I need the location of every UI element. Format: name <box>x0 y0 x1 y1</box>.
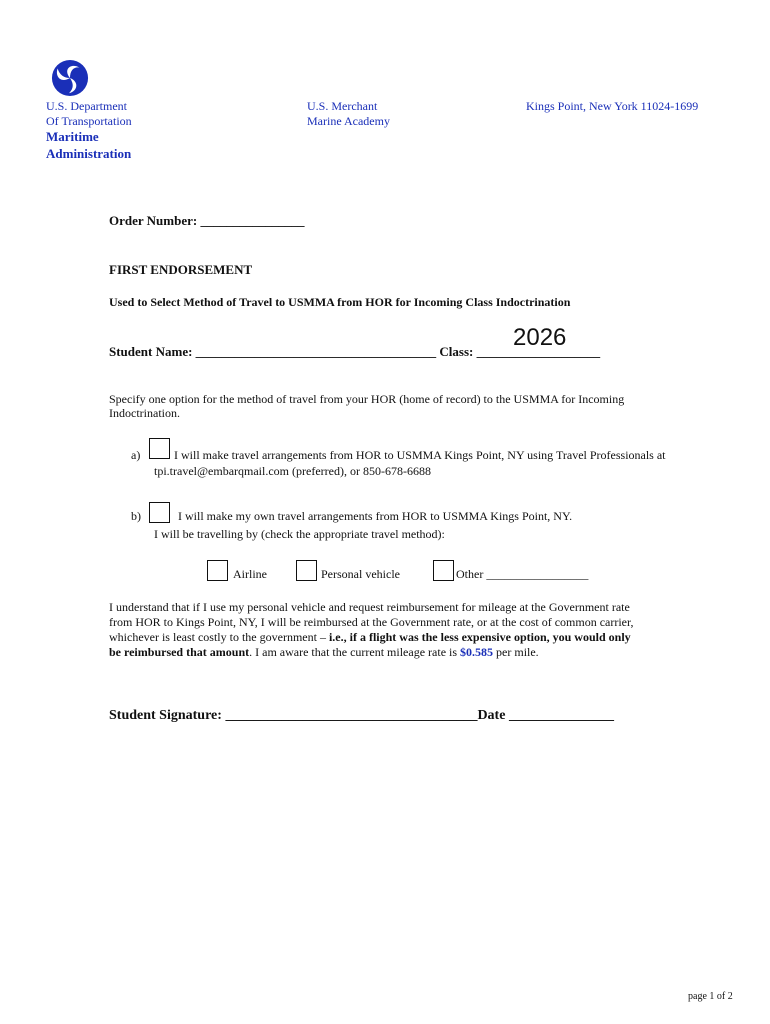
signature-field[interactable]: ____________________________________ <box>225 708 478 723</box>
mileage-rate: $0.585 <box>460 645 494 659</box>
dept-line2: Of Transportation <box>46 114 132 128</box>
page-number: page 1 of 2 <box>688 991 733 1002</box>
form-subtitle: Used to Select Method of Travel to USMMA from HOR for Incoming Class Indoctrination <box>109 295 571 309</box>
airline-checkbox[interactable] <box>207 560 228 581</box>
option-b-checkbox[interactable] <box>149 502 170 523</box>
dept-line1: U.S. Department <box>46 99 127 113</box>
other-checkbox[interactable] <box>433 560 454 581</box>
understand-line4-normal: . I am aware that the current mileage rate is <box>249 645 461 659</box>
other-label[interactable]: Other _________________ <box>456 567 589 581</box>
signature-row <box>109 707 614 725</box>
option-a-letter: a) <box>131 448 141 462</box>
academy-line2: Marine Academy <box>307 114 390 128</box>
understand-line3-bold: i.e., if a flight was the less expensive option, you would only <box>328 630 631 644</box>
understand-line1: I understand that if I use my personal vehicle and request reimbursement for mileage at the Government rate <box>109 600 630 614</box>
class-label: Class: <box>439 344 474 359</box>
admin-line2: Administration <box>46 146 132 161</box>
order-number-field[interactable]: ________________ <box>200 213 305 228</box>
student-name-label: Student Name: <box>109 344 193 359</box>
option-a-line2: tpi.travel@embarqmail.com (preferred), or 850-678-6688 <box>154 464 431 478</box>
dot-logo-icon <box>51 59 89 97</box>
personal-vehicle-checkbox[interactable] <box>296 560 317 581</box>
class-value[interactable]: 2026 <box>513 324 567 351</box>
understand-line2: from HOR to Kings Point, NY, I will be reimbursed at the Government rate, or at the cost of common carrier, <box>109 615 634 629</box>
option-a-checkbox[interactable] <box>149 438 170 459</box>
date-label: Date <box>477 708 506 723</box>
understand-line4-end: per mile. <box>493 645 539 659</box>
option-b-letter: b) <box>131 509 141 523</box>
order-number-label <box>109 213 304 229</box>
endorsement-title: FIRST ENDORSEMENT <box>109 262 253 277</box>
signature-label: Student Signature: <box>109 708 222 723</box>
class-field[interactable]: ___________________ <box>476 344 601 359</box>
student-name-field[interactable]: _____________________________________ <box>195 344 437 359</box>
academy-address: Kings Point, New York 11024-1699 <box>526 99 699 113</box>
date-field[interactable]: _______________ <box>508 708 614 723</box>
instructions-line1: Specify one option for the method of travel from your HOR (home of record) to the USMMA for Incoming <box>109 392 625 406</box>
personal-vehicle-label: Personal vehicle <box>321 567 400 581</box>
option-b-line2: I will be travelling by (check the appropriate travel method): <box>154 527 445 541</box>
understand-line3-normal: whichever is least costly to the government – <box>109 630 329 644</box>
option-a-line1: I will make travel arrangements from HOR to USMMA Kings Point, NY using Travel Professionals at <box>174 448 666 462</box>
order-number-label-text: Order Number: <box>109 213 198 228</box>
option-b-line1: I will make my own travel arrangements from HOR to USMMA Kings Point, NY. <box>178 509 573 523</box>
instructions-line2: Indoctrination. <box>109 406 180 420</box>
understand-line4-bold: be reimbursed that amount <box>109 645 250 659</box>
understand-line4 <box>109 645 539 660</box>
academy-line1: U.S. Merchant <box>307 99 378 113</box>
admin-line1: Maritime <box>46 129 99 144</box>
understand-line3 <box>109 630 631 645</box>
airline-label: Airline <box>233 567 267 581</box>
